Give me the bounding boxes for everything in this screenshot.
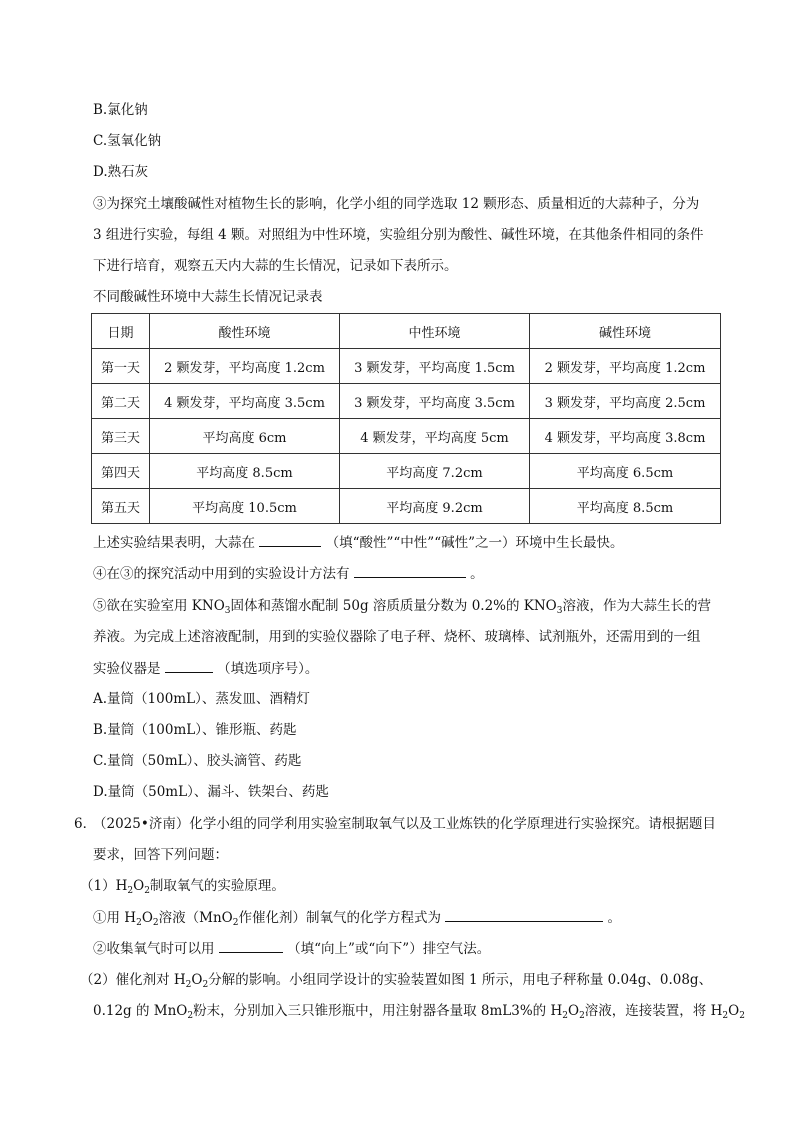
growth-record-table [91, 313, 721, 524]
q6-line1: （2025•济南）化学小组的同学利用实验室制取氧气以及工业炼铁的化学原理进行实验探究。请根据题目 [93, 816, 716, 832]
conclusion-line: 上述实验结果表明，大蒜在 （填“酸性”“中性”“碱性”之一）环境中生长最快。 [93, 535, 624, 551]
q4-line: ④在③的探究活动中用到的实验设计方法有 。 [93, 566, 484, 582]
table-cell: 平均高度 8.5cm [530, 489, 721, 524]
table-cell: 平均高度 6.5cm [530, 454, 721, 489]
q3-marker: ③ [93, 196, 107, 212]
table-cell: 4 颗发芽，平均高度 3.5cm [150, 384, 340, 419]
q6-part2-line2: 0.12g 的 MnO$_2$粉末，分别加入三只锥形瓶中，用注射器各量取 8mL3%的 $H_2O_2$溶液，连接装置，将 $H_2O_2$ [93, 1003, 745, 1021]
table-row [92, 489, 721, 524]
table-cell: 第四天 [92, 454, 150, 489]
header-acidic: 酸性环境 [150, 314, 340, 349]
table-cell: 平均高度 7.2cm [340, 454, 530, 489]
q5-option-a: A.量筒（100mL）、蒸发皿、酒精灯 [93, 691, 310, 707]
q4-marker: ④ [93, 566, 107, 582]
q6-sub2: ②收集氧气时可以用 （填“向上”或“向下”）排空气法。 [93, 941, 491, 957]
header-alkaline: 碱性环境 [530, 314, 721, 349]
table-cell: 第一天 [92, 349, 150, 384]
table-cell: 第五天 [92, 489, 150, 524]
q3-line2: 3 组进行实验，每组 4 颗。对照组为中性环境，实验组分别为酸性、碱性环境，在其他条件相同的条件 [93, 227, 704, 243]
table-cell: 4 颗发芽，平均高度 3.8cm [530, 419, 721, 454]
table-cell: 平均高度 8.5cm [150, 454, 340, 489]
table-cell: 2 颗发芽，平均高度 1.2cm [530, 349, 721, 384]
table-cell: 3 颗发芽，平均高度 1.5cm [340, 349, 530, 384]
q6-part2: （2）催化剂对 $H_2O_2$分解的影响。小组同学设计的实验装置如图 1 所示，用电子秤称量 0.04g、0.08g、 [80, 972, 713, 990]
table-cell: 第二天 [92, 384, 150, 419]
answer-blank-equation[interactable] [445, 908, 603, 922]
table-row [92, 384, 721, 419]
table-cell: 平均高度 9.2cm [340, 489, 530, 524]
table-row [92, 349, 721, 384]
option-d: D.熟石灰 [93, 164, 149, 180]
option-c: C.氢氧化钠 [93, 133, 162, 149]
answer-blank-environment[interactable] [259, 533, 321, 547]
table-cell: 第三天 [92, 419, 150, 454]
table-row [92, 419, 721, 454]
answer-blank-method[interactable] [354, 564, 466, 578]
header-date: 日期 [92, 314, 150, 349]
table-cell: 4 颗发芽，平均高度 5cm [340, 419, 530, 454]
q5-line1: ⑤欲在实验室用 $KNO_3$固体和蒸馏水配制 50g 溶质质量分数为 0.2%的 $KNO_3$溶液，作为大蒜生长的营 [93, 598, 711, 616]
option-b: B.氯化钠 [93, 102, 148, 118]
q3-line1: ③为探究土壤酸碱性对植物生长的影响，化学小组的同学选取 12 颗形态、质量相近的大蒜种子，分为 [93, 196, 700, 212]
table-row [92, 454, 721, 489]
table-caption: 不同酸碱性环境中大蒜生长情况记录表 [93, 289, 323, 305]
sub2-marker: ② [93, 941, 107, 957]
q3-line3: 下进行培育，观察五天内大蒜的生长情况，记录如下表所示。 [93, 258, 458, 274]
q5-option-d: D.量筒（50mL）、漏斗、铁架台、药匙 [93, 784, 329, 800]
question-number: 6． [74, 816, 97, 832]
table-cell: 平均高度 6cm [150, 419, 340, 454]
q6-sub1: ①用 $H_2O_2$溶液（MnO$_2$作催化剂）制氧气的化学方程式为 。 [93, 910, 622, 928]
q5-marker: ⑤ [93, 598, 107, 614]
q5-line2: 养液。为完成上述溶液配制，用到的实验仪器除了电子秤、烧杯、玻璃棒、试剂瓶外，还需用到的一组 [93, 629, 701, 645]
table-header-row [92, 314, 721, 349]
q6-part1: $(1)H_2O_2$制取氧气的实验原理。 [80, 878, 285, 896]
table-cell: 2 颗发芽，平均高度 1.2cm [150, 349, 340, 384]
answer-blank-collection[interactable] [219, 939, 283, 953]
sub1-marker: ① [93, 910, 107, 926]
q5-option-c: C.量筒（50mL）、胶头滴管、药匙 [93, 753, 302, 769]
header-neutral: 中性环境 [340, 314, 530, 349]
table-cell: 平均高度 10.5cm [150, 489, 340, 524]
q6-line2: 要求，回答下列问题： [93, 847, 228, 863]
table-cell: 3 颗发芽，平均高度 2.5cm [530, 384, 721, 419]
q5-option-b: B.量筒（100mL）、锥形瓶、药匙 [93, 722, 297, 738]
q5-line3: 实验仪器是 （填选项序号）。 [93, 661, 319, 677]
table-cell: 3 颗发芽，平均高度 3.5cm [340, 384, 530, 419]
answer-blank-instruments[interactable] [165, 659, 213, 673]
